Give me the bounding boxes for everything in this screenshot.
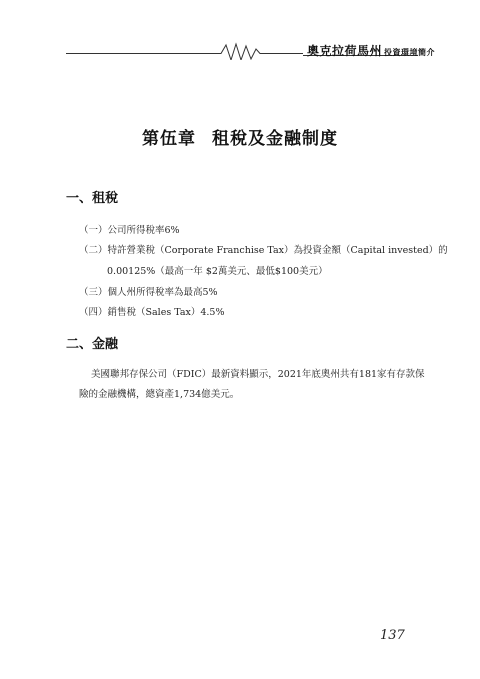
chapter-title <box>0 124 480 149</box>
page-number: 137 <box>380 628 405 643</box>
chapter-number: 第伍章 <box>142 129 196 149</box>
finance-paragraph-line-2: 險的金融機構，總資產1,734億美元。 <box>79 389 240 400</box>
header-subtitle: 投資環境簡介 <box>384 48 436 57</box>
tax-item-sales: （四）銷售稅（Sales Tax）4.5% <box>79 307 225 318</box>
section-heading-finance: 二、金融 <box>66 337 119 352</box>
header-title-main: 奧克拉荷馬州 <box>307 44 383 58</box>
tax-item-corporate-income: （一）公司所得稅率6% <box>79 225 180 236</box>
section-heading-tax: 一、租稅 <box>66 191 119 206</box>
page-header <box>0 0 480 60</box>
header-title <box>307 42 435 59</box>
chapter-name: 租稅及金融制度 <box>212 129 338 149</box>
tax-item-personal-income: （三）個人州所得稅率為最高5% <box>79 287 218 298</box>
tax-item-franchise-continued: 0.00125%（最高一年 $2萬美元、最低$100美元） <box>107 266 328 277</box>
tax-item-franchise: （二）特許營業稅（Corporate Franchise Tax）為投資金額（Capital invested）的 <box>79 245 448 256</box>
finance-paragraph-line-1: 美國聯邦存保公司（FDIC）最新資料顯示，2021年底奧州共有181家有存款保 <box>91 369 425 380</box>
